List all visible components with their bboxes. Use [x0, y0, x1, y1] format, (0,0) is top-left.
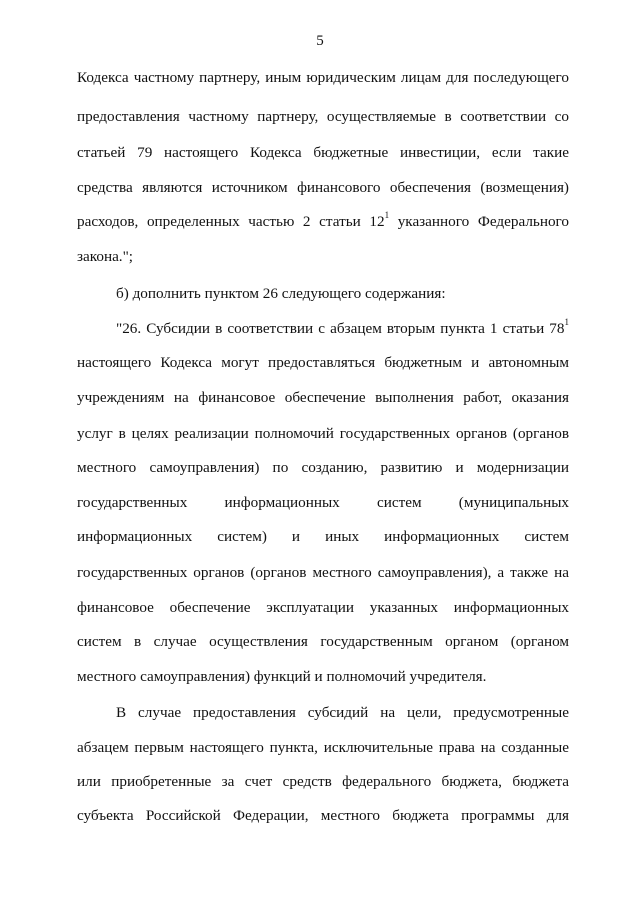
text-line: информационных систем) и иных информационных систем — [77, 528, 569, 545]
text-line: или приобретенные за счет средств федерального бюджета, бюджета — [77, 773, 569, 790]
superscript: 1 — [384, 209, 390, 220]
text-line: систем в случае осуществления государственным органом (органом — [77, 633, 569, 650]
text-line: местного самоуправления) функций и полномочий учредителя. — [77, 668, 487, 685]
text-line: Кодекса частному партнеру, иным юридическим лицам для последующего — [77, 69, 569, 86]
text-line — [116, 316, 569, 339]
text-line: статьей 79 настоящего Кодекса бюджетные инвестиции, если такие — [77, 144, 569, 161]
text-line: учреждениям на финансовое обеспечение выполнения работ, оказания — [77, 389, 569, 406]
text-line: настоящего Кодекса могут предоставляться бюджетным и автономным — [77, 354, 569, 371]
text-line: субъекта Российской Федерации, местного бюджета программы для — [77, 807, 569, 824]
text-line: местного самоуправления) по созданию, развитию и модернизации — [77, 459, 569, 476]
superscript: 1 — [564, 316, 569, 327]
text-line: б) дополнить пунктом 26 следующего содержания: — [116, 285, 446, 302]
text-segment: расходов, определенных частью 2 статьи 12 — [77, 213, 385, 230]
text-line: предоставления частному партнеру, осуществляемые в соответствии со — [77, 108, 569, 125]
page-number: 5 — [316, 33, 324, 49]
text-segment: указанного Федерального — [389, 213, 569, 230]
text-line: государственных органов (органов местного самоуправления), а также на — [77, 564, 569, 581]
text-line: закона."; — [77, 248, 134, 265]
text-line: абзацем первым настоящего пункта, исключительные права на созданные — [77, 739, 569, 756]
text-line: средства являются источником финансового обеспечения (возмещения) — [77, 179, 569, 196]
text-line: государственных информационных систем (муниципальных — [77, 494, 569, 511]
text-line: финансовое обеспечение эксплуатации указанных информационных — [77, 599, 569, 616]
text-line: услуг в целях реализации полномочий государственных органов (органов — [77, 425, 569, 442]
text-line — [77, 209, 569, 232]
text-segment: "26. Субсидии в соответствии с абзацем вторым пункта 1 статьи 78 — [116, 320, 565, 337]
text-line: В случае предоставления субсидий на цели, предусмотренные — [116, 704, 569, 721]
